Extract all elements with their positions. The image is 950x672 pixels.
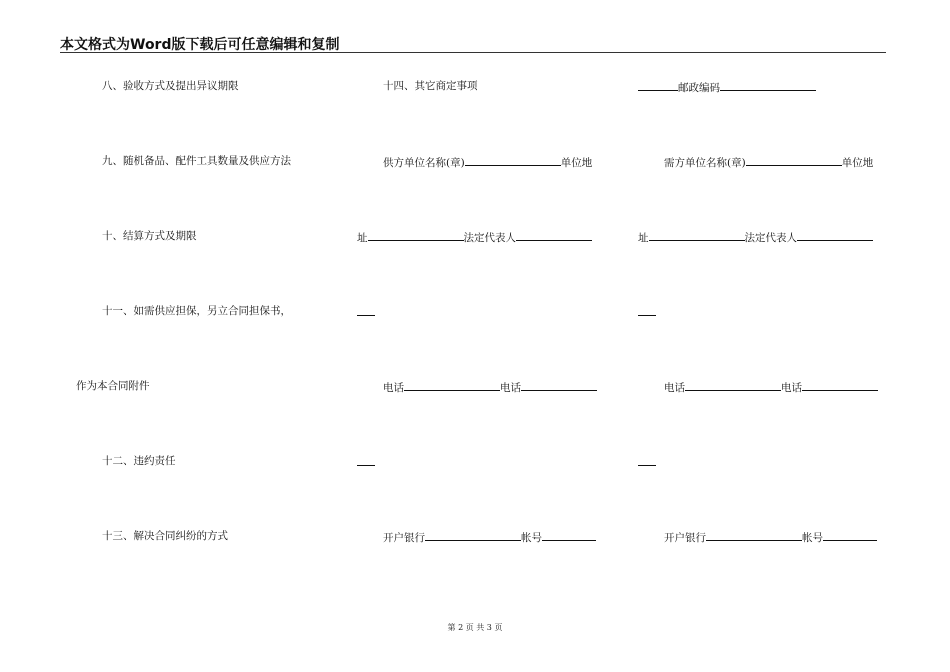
document-header-title: 本文格式为Word版下载后可任意编辑和复制 <box>60 37 340 53</box>
buyer-phone-label-2: 电话 <box>781 382 802 394</box>
buyer-phone-line <box>664 380 878 394</box>
clause-12: 十二、违约责任 <box>102 455 176 467</box>
supplier-phone-blank-1 <box>404 380 500 391</box>
buyer-name-label: 需方单位名称(章) <box>664 157 746 169</box>
supplier-phone-label-2: 电话 <box>500 382 521 394</box>
buyer-bank-label: 开户银行 <box>664 532 706 544</box>
buyer-phone-label-1: 电话 <box>664 382 685 394</box>
buyer-name-blank <box>746 155 842 166</box>
supplier-blank-short-2 <box>357 455 375 469</box>
clause-8: 八、验收方式及提出异议期限 <box>102 80 239 92</box>
supplier-short-blank-2 <box>357 455 375 466</box>
clause-13: 十三、解决合同纠纷的方式 <box>102 530 228 542</box>
postcode-blank <box>720 80 816 91</box>
supplier-phone-blank-2 <box>521 380 597 391</box>
clause-14: 十四、其它商定事项 <box>383 80 478 92</box>
buyer-name-line <box>664 155 873 169</box>
clause-11-continued: 作为本合同附件 <box>76 380 150 392</box>
supplier-bank-blank <box>425 530 521 541</box>
buyer-phone-blank-2 <box>802 380 878 391</box>
buyer-phone-blank-1 <box>685 380 781 391</box>
supplier-bank-line <box>383 530 596 544</box>
buyer-bank-line <box>664 530 877 544</box>
buyer-blank-short-1 <box>638 305 656 319</box>
buyer-legal-rep-blank <box>797 230 873 241</box>
header-divider <box>60 52 886 53</box>
buyer-account-label: 帐号 <box>802 532 823 544</box>
supplier-phone-line <box>383 380 597 394</box>
clause-11: 十一、如需供应担保，另立合同担保书， <box>102 305 291 317</box>
buyer-address-line <box>638 230 873 244</box>
buyer-legal-rep-label: 法定代表人 <box>744 232 797 244</box>
supplier-legal-rep-label: 法定代表人 <box>463 232 516 244</box>
buyer-address-label-cont: 址 <box>638 232 649 244</box>
supplier-blank-short-1 <box>357 305 375 319</box>
supplier-account-blank <box>542 530 596 541</box>
buyer-address-blank <box>649 230 745 241</box>
supplier-address-label: 单位地 <box>560 157 593 169</box>
postcode-label: 邮政编码 <box>678 82 720 94</box>
buyer-account-blank <box>823 530 877 541</box>
postcode-lead-blank <box>638 80 678 91</box>
clause-10: 十、结算方式及期限 <box>102 230 197 242</box>
page-number-footer: 第 2 页 共 3 页 <box>447 623 503 632</box>
buyer-short-blank-1 <box>638 305 656 316</box>
buyer-bank-blank <box>706 530 802 541</box>
supplier-account-label: 帐号 <box>521 532 542 544</box>
supplier-name-line <box>383 155 592 169</box>
buyer-address-label: 单位地 <box>841 157 874 169</box>
clause-9: 九、随机备品、配件工具数量及供应方法 <box>102 155 291 167</box>
buyer-short-blank-2 <box>638 455 656 466</box>
supplier-address-line <box>357 230 592 244</box>
supplier-legal-rep-blank <box>516 230 592 241</box>
supplier-short-blank-1 <box>357 305 375 316</box>
supplier-phone-label-1: 电话 <box>383 382 404 394</box>
supplier-name-blank <box>465 155 561 166</box>
supplier-name-label: 供方单位名称(章) <box>383 157 465 169</box>
postcode-line <box>638 80 816 94</box>
supplier-address-label-cont: 址 <box>357 232 368 244</box>
supplier-bank-label: 开户银行 <box>383 532 425 544</box>
supplier-address-blank <box>368 230 464 241</box>
buyer-blank-short-2 <box>638 455 656 469</box>
